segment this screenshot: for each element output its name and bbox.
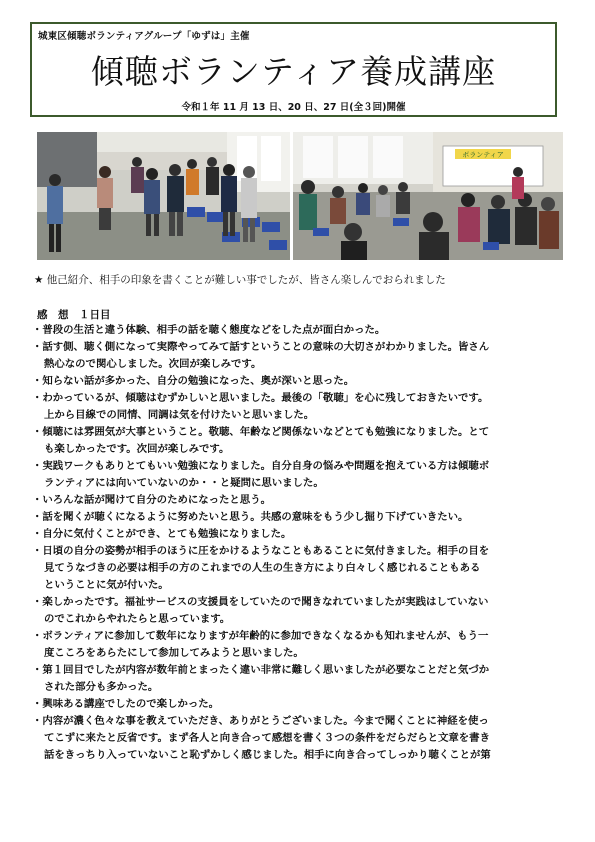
- comment-line: ということに気が付いた。: [44, 579, 169, 591]
- comment-line: も楽しかったです。次回が楽しみです。: [44, 443, 230, 455]
- header-box: [30, 22, 557, 117]
- comment-line: 上から目線での同情、同調は気を付けたいと思いました。: [44, 409, 315, 421]
- section-heading: 感 想 １日目: [37, 309, 111, 321]
- list-item: [32, 424, 562, 458]
- comment-line: ・話す側、聴く側になって実際やってみて話すということの意味の大切さがわかりました。皆さん: [32, 341, 490, 353]
- comment-line: ・実践ワークもありとてもいい勉強になりました。自分自身の悩みや問題を抱えている方は傾聴ボ: [32, 460, 490, 472]
- comment-line: ・自分に気付くことができ、とても勉強になりました。: [32, 528, 292, 540]
- list-item: [32, 543, 562, 594]
- comment-line: てこずに来たと反省です。まず各人と向き合って感想を書く３つの条件をだらだらと文章を書き: [44, 732, 490, 744]
- organizer-text: 城東区傾聴ボランティアグループ「ゆずは」主催: [38, 31, 250, 42]
- comment-line: ・第１回目でしたが内容が数年前とまったく違い非常に難しく思いましたが必要なことだと気づか: [32, 664, 490, 676]
- list-item: [32, 713, 562, 764]
- photo-group-standing-image: [37, 132, 290, 260]
- photo-group-seated: [293, 132, 563, 260]
- list-item: [32, 458, 562, 492]
- list-item: [32, 628, 562, 662]
- list-item: [32, 373, 562, 390]
- photo-caption: ★ 他己紹介、相手の印象を書くことが難しい事でしたが、皆さん楽しんでおられました: [34, 274, 446, 286]
- comment-line: ・傾聴には雰囲気が大事ということ。敬聴、年齢など関係ないなどとても勉強になりました。とて: [32, 426, 490, 438]
- comment-line: ・知らない話が多かった、自分の勉強になった、奥が深いと思った。: [32, 375, 355, 387]
- comment-line: ・興味ある講座でしたので楽しかった。: [32, 698, 220, 710]
- comment-line: ・いろんな話が聞けて自分のためになったと思う。: [32, 494, 271, 506]
- list-item: [32, 390, 562, 424]
- list-item: [32, 492, 562, 509]
- comment-line: のでこれからやれたらと思っています。: [44, 613, 231, 625]
- list-item: [32, 662, 562, 696]
- comment-line: ・普段の生活と違う体験、相手の話を聴く態度などをした点が面白かった。: [32, 324, 386, 336]
- comment-list: [32, 322, 562, 764]
- comment-line: ・楽しかったです。福祉サービスの支援員をしていたので聞きなれていましたが実践はしていない: [32, 596, 489, 608]
- list-item: [32, 339, 562, 373]
- list-item: [32, 526, 562, 543]
- comment-line: ・日頃の自分の姿勢が相手のほうに圧をかけるようなこともあることに気付きました。相手の目を: [32, 545, 490, 557]
- comment-line: 見てうなづきの必要は相手の方のこれまでの人生の生き方により白々しく感じれることもある: [44, 562, 481, 574]
- photo-group-seated-image: [293, 132, 563, 260]
- list-item: [32, 696, 562, 713]
- comment-line: ・話を聞くが聴くになるように努めたいと思う。共感の意味をもう少し掘り下げていきたい。: [32, 511, 469, 523]
- comment-line: された部分も多かった。: [44, 681, 159, 693]
- comment-line: 熱心なので関心しました。次回が楽しみです。: [44, 358, 262, 370]
- list-item: [32, 322, 562, 339]
- whiteboard-banner-text: ボランティア: [462, 151, 504, 159]
- comment-line: 話をきっちり入っていないこと恥ずかしく感じました。相手に向き合ってしっかり聴くことが第: [44, 749, 491, 761]
- comment-line: ・わかっているが、傾聴はむずかしいと思いました。最後の「敬聴」を心に残しておきたいです。: [32, 392, 489, 404]
- photo-group-standing: [37, 132, 290, 260]
- comment-line: ・ボランティアに参加して数年になりますが年齢的に参加できなくなるかも知れませんが、もう一: [32, 630, 489, 642]
- list-item: [32, 509, 562, 526]
- list-item: [32, 594, 562, 628]
- event-dates: 令和１年 11 月 13 日、20 日、27 日(全３回)開催: [181, 102, 406, 113]
- page-title: 傾聴ボランティア養成講座: [90, 52, 497, 91]
- comment-line: ・内容が濃く色々な事を教えていただき、ありがとうございました。今まで聞くことに神経を使っ: [32, 715, 489, 727]
- comment-line: ランティアには向いていないのか・・と疑問に思いました。: [44, 477, 324, 489]
- comment-line: 度こころをあらたにして参加してみようと思いました。: [44, 647, 304, 659]
